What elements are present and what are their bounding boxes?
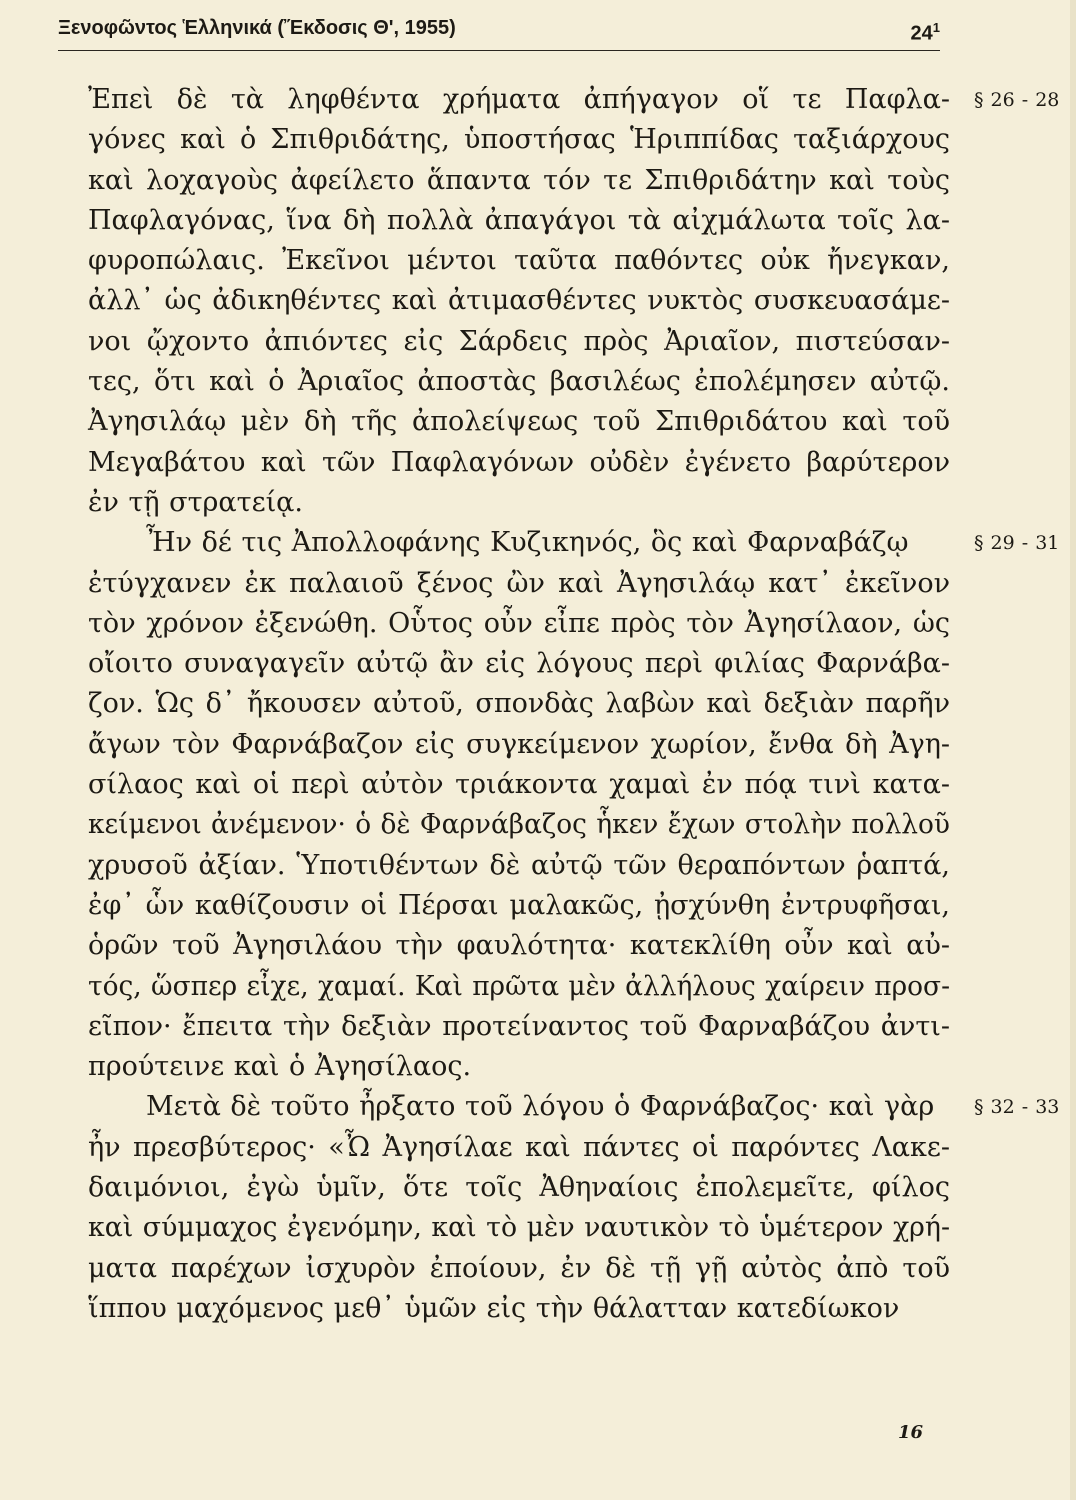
line-text: ἄγων τὸν Φαρνάβαζον εἰς συγκείμενον χωρίον, ἔνθα δὴ Ἀγη-	[88, 728, 950, 760]
page-edge	[1070, 0, 1076, 1500]
line-text: οἴοιτο συναγαγεῖν αὐτῷ ἂν εἰς λόγους περὶ φιλίας Φαρνάβα-	[88, 648, 950, 680]
text-line	[88, 120, 968, 160]
text-body	[88, 80, 1060, 1329]
text-line	[88, 1047, 968, 1087]
line-text: Μετὰ δὲ τοῦτο ἦρξατο τοῦ λόγου ὁ Φαρνάβαζος· καὶ γὰρ	[146, 1091, 935, 1123]
line-text: Ἐπεὶ δὲ τὰ ληφθέντα χρήματα ἀπήγαγον οἵ τε Παφλα-	[88, 84, 950, 115]
line-text: Ἀγησιλάῳ μὲν δὴ τῆς ἀπολείψεως τοῦ Σπιθριδάτου καὶ τοῦ	[88, 406, 950, 438]
line-text: Ἦν δέ τις Ἀπολλοφάνης Κυζικηνός, ὃς καὶ Φαρναβάζῳ	[146, 527, 909, 559]
header-rule	[58, 50, 940, 51]
running-title: Ξενοφῶντος Ἑλληνικά (Ἔκδοσις Θ', 1955)	[58, 17, 456, 39]
line-text: ἐφ᾽ ὧν καθίζουσιν οἱ Πέρσαι μαλακῶς, ᾐσχύνθη ἐντρυφῆσαι,	[88, 889, 950, 921]
line-text: νοι ᾤχοντο ἀπιόντες εἰς Σάρδεις πρὸς Ἀριαῖον, πιστεύσαν-	[88, 325, 950, 357]
line-text: Παφλαγόνας, ἵνα δὴ πολλὰ ἀπαγάγοι τὰ αἰχμάλωτα τοῖς λα-	[88, 204, 950, 236]
line-text: ὁρῶν τοῦ Ἀγησιλάου τὴν φαυλότητα· κατεκλίθη οὖν καὶ αὐ-	[88, 930, 950, 962]
line-text: δαιμόνιοι, ἐγὼ ὑμῖν, ὅτε τοῖς Ἀθηναίοις ἐπολεμεῖτε, φίλος	[88, 1172, 950, 1204]
text-line	[88, 80, 1060, 120]
line-text: τες, ὅτι καὶ ὁ Ἀριαῖος ἀποστὰς βασιλέως ἐπολέμησεν αὐτῷ.	[88, 366, 950, 398]
text-line	[88, 725, 968, 765]
text-line	[88, 1208, 968, 1248]
text-line	[88, 805, 968, 845]
text-line	[88, 644, 968, 684]
text-line	[88, 1249, 968, 1289]
line-text: κείμενοι ἀνέμενον· ὁ δὲ Φαρνάβαζος ἧκεν ἔχων στολὴν πολλοῦ	[88, 809, 950, 841]
paragraph	[88, 80, 1060, 523]
text-line	[88, 886, 968, 926]
text-line	[88, 1087, 1060, 1127]
line-text: ἐτύγχανεν ἐκ παλαιοῦ ξένος ὢν καὶ Ἀγησιλάῳ κατ᾽ ἐκεῖνον	[88, 567, 950, 599]
running-header	[58, 12, 940, 44]
text-line	[88, 765, 968, 805]
paragraph	[88, 523, 1060, 1087]
text-line	[88, 1289, 968, 1329]
line-text: εῖπον· ἔπειτα τὴν δεξιὰν προτείναντος τοῦ Φαρναβάζου ἀντι-	[88, 1010, 950, 1042]
text-line	[88, 967, 968, 1007]
text-line	[88, 926, 968, 966]
section-reference: § 26 - 28	[974, 89, 1060, 111]
text-line	[88, 604, 968, 644]
text-line	[88, 241, 968, 281]
line-text: ἦν πρεσβύτερος· «Ὦ Ἀγησίλαε καὶ πάντες οἱ παρόντες Λακε-	[88, 1131, 950, 1163]
paragraph	[88, 1087, 1060, 1329]
line-text: τός, ὥσπερ εἶχε, χαμαί. Καὶ πρῶτα μὲν ἀλλήλους χαίρειν προσ-	[88, 970, 950, 1002]
text-line	[88, 201, 968, 241]
text-line	[88, 846, 968, 886]
page-number-superscript: 1	[932, 20, 940, 35]
text-line	[88, 362, 968, 402]
line-text: σίλαος καὶ οἱ περὶ αὐτὸν τριάκοντα χαμαὶ ἐν πόᾳ τινὶ κατα-	[88, 769, 950, 801]
line-text: προύτεινε καὶ ὁ Ἀγησίλαος.	[88, 1051, 472, 1083]
text-line	[88, 564, 968, 604]
line-text: τὸν χρόνον ἐξενώθη. Οὗτος οὖν εἶπε πρὸς τὸν Ἀγησίλαον, ὡς	[88, 607, 950, 639]
page-number: $24^1$	[910, 20, 940, 45]
line-text: καὶ σύμμαχος ἐγενόμην, καὶ τὸ μὲν ναυτικὸν τὸ ὑμέτερον χρή-	[88, 1212, 950, 1244]
line-text: Μεγαβάτου καὶ τῶν Παφλαγόνων οὐδὲν ἐγένετο βαρύτερον	[88, 446, 950, 478]
text-line	[88, 523, 1060, 563]
text-line	[88, 322, 968, 362]
section-reference: § 32 - 33	[974, 1096, 1060, 1119]
line-text: χρυσοῦ ἀξίαν. Ὑποτιθέντων δὲ αὐτῷ τῶν θεραπόντων ῥαπτά,	[88, 849, 950, 881]
section-reference: § 29 - 31	[974, 532, 1060, 555]
text-line	[88, 1128, 968, 1168]
text-line	[88, 684, 968, 724]
text-line	[88, 1007, 968, 1047]
line-text: ζον. Ὡς δ᾽ ἤκουσεν αὐτοῦ, σπονδὰς λαβὼν καὶ δεξιὰν παρῆν	[88, 688, 950, 720]
line-text: ἀλλ᾽ ὡς ἀδικηθέντες καὶ ἀτιμασθέντες νυκτὸς συσκευασάμε-	[88, 285, 950, 317]
line-text: καὶ λοχαγοὺς ἀφείλετο ἅπαντα τόν τε Σπιθριδάτην καὶ τοὺς	[88, 164, 950, 196]
printer-signature: 16	[898, 1422, 924, 1443]
text-line	[88, 1168, 968, 1208]
text-line	[88, 443, 968, 483]
text-line	[88, 161, 968, 201]
text-line	[88, 483, 968, 523]
line-text: φυροπώλαις. Ἐκεῖνοι μέντοι ταῦτα παθόντες οὐκ ἤνεγκαν,	[88, 245, 950, 277]
line-text: ἐν τῇ στρατείᾳ.	[88, 486, 303, 518]
text-line	[88, 402, 968, 442]
text-line	[88, 281, 968, 321]
line-text: ματα παρέχων ἰσχυρὸν ἐποίουν, ἐν δὲ τῇ γῇ αὐτὸς ἀπὸ τοῦ	[88, 1252, 950, 1284]
line-text: γόνες καὶ ὁ Σπιθριδάτης, ὑποστήσας Ἡριππίδας ταξιάρχους	[88, 124, 950, 156]
line-text: ἵππου μαχόμενος μεθ᾽ ὑμῶν εἰς τὴν θάλατταν κατεδίωκον	[88, 1292, 900, 1324]
